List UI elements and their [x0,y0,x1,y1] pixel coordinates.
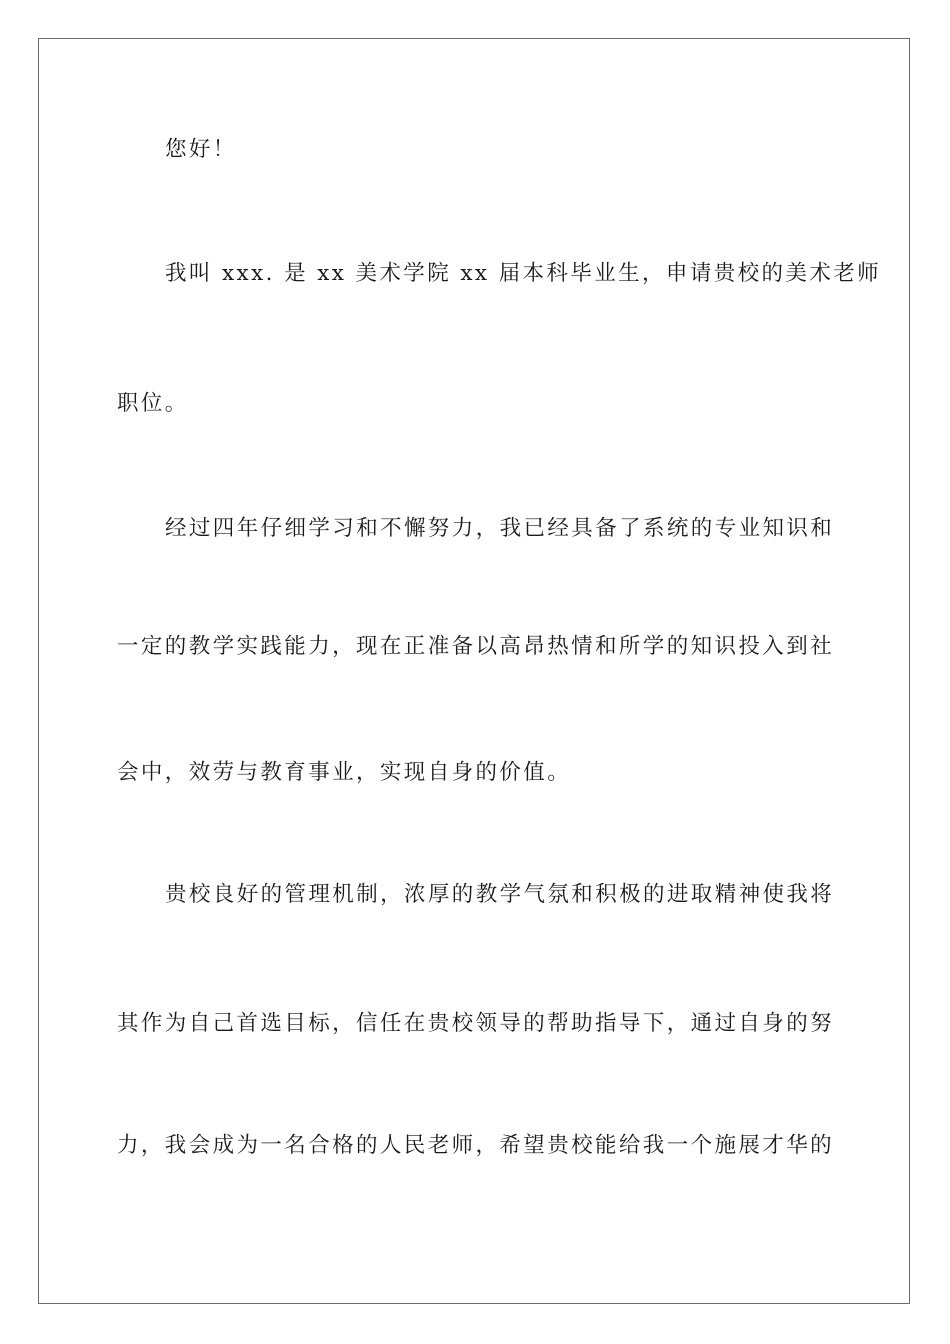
page-frame [38,38,910,1304]
paragraph-2-line-2: 一定的教学实践能力，现在正准备以高昂热情和所学的知识投入到社 [117,634,835,659]
paragraph-3-line-3: 力，我会成为一名合格的人民老师，希望贵校能给我一个施展才华的 [117,1133,835,1158]
paragraph-3-line-1: 贵校良好的管理机制，浓厚的教学气氛和积极的进取精神使我将 [165,882,835,907]
paragraph-1-line-2: 职位。 [117,391,189,416]
paragraph-2-line-3: 会中，效劳与教育事业，实现自身的价值。 [117,760,572,785]
paragraph-2-line-1: 经过四年仔细学习和不懈努力，我已经具备了系统的专业知识和 [165,516,835,541]
greeting-line: 您好！ [165,137,237,162]
paragraph-1-line-1: 我叫 xxx. 是 xx 美术学院 xx 届本科毕业生，申请贵校的美术老师 [165,261,882,286]
paragraph-3-line-2: 其作为自己首选目标，信任在贵校领导的帮助指导下，通过自身的努 [117,1011,835,1036]
